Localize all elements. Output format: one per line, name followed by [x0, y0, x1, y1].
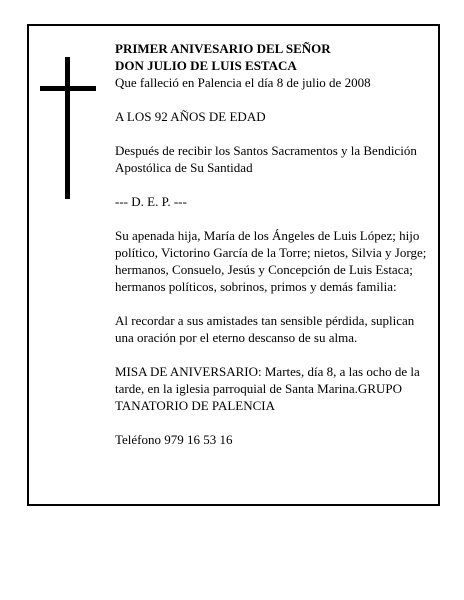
rip-line: --- D. E. P. ---: [115, 194, 187, 209]
notice-title-line-2: DON JULIO DE LUIS ESTACA: [115, 58, 297, 73]
age-line: A LOS 92 AÑOS DE EDAD: [115, 109, 266, 124]
sacraments-paragraph: Después de recibir los Santos Sacramentos y la Bendición Apostólica de Su Santidad: [115, 143, 417, 175]
notice-title-line-1: PRIMER ANIVESARIO DEL SEÑOR: [115, 41, 331, 56]
cross-icon: [40, 57, 96, 199]
cross-horizontal-bar: [40, 86, 96, 91]
obituary-notice: [27, 24, 440, 506]
mass-paragraph: MISA DE ANIVERSARIO: Martes, día 8, a las ocho de la tarde, en la iglesia parroquial de Santa Marina.GRUPO TANATORIO DE PALENCIA: [115, 364, 420, 413]
death-date-line: Que falleció en Palencia el día 8 de julio de 2008: [115, 75, 371, 90]
notice-text: [115, 40, 433, 448]
family-paragraph: Su apenada hija, María de los Ángeles de Luis López; hijo político, Victorino García de la Torre; nietos, Silvia y Jorge; hermanos, Consuelo, Jesús y Concepción de Luis Estaca; hermanos políticos, sobrinos, primos y demás familia:: [115, 228, 427, 294]
phone-line: Teléfono 979 16 53 16: [115, 432, 233, 447]
prayer-request-paragraph: Al recordar a sus amistades tan sensible pérdida, suplican una oración por el eterno descanso de su alma.: [115, 313, 415, 345]
cross-vertical-bar: [65, 57, 70, 199]
